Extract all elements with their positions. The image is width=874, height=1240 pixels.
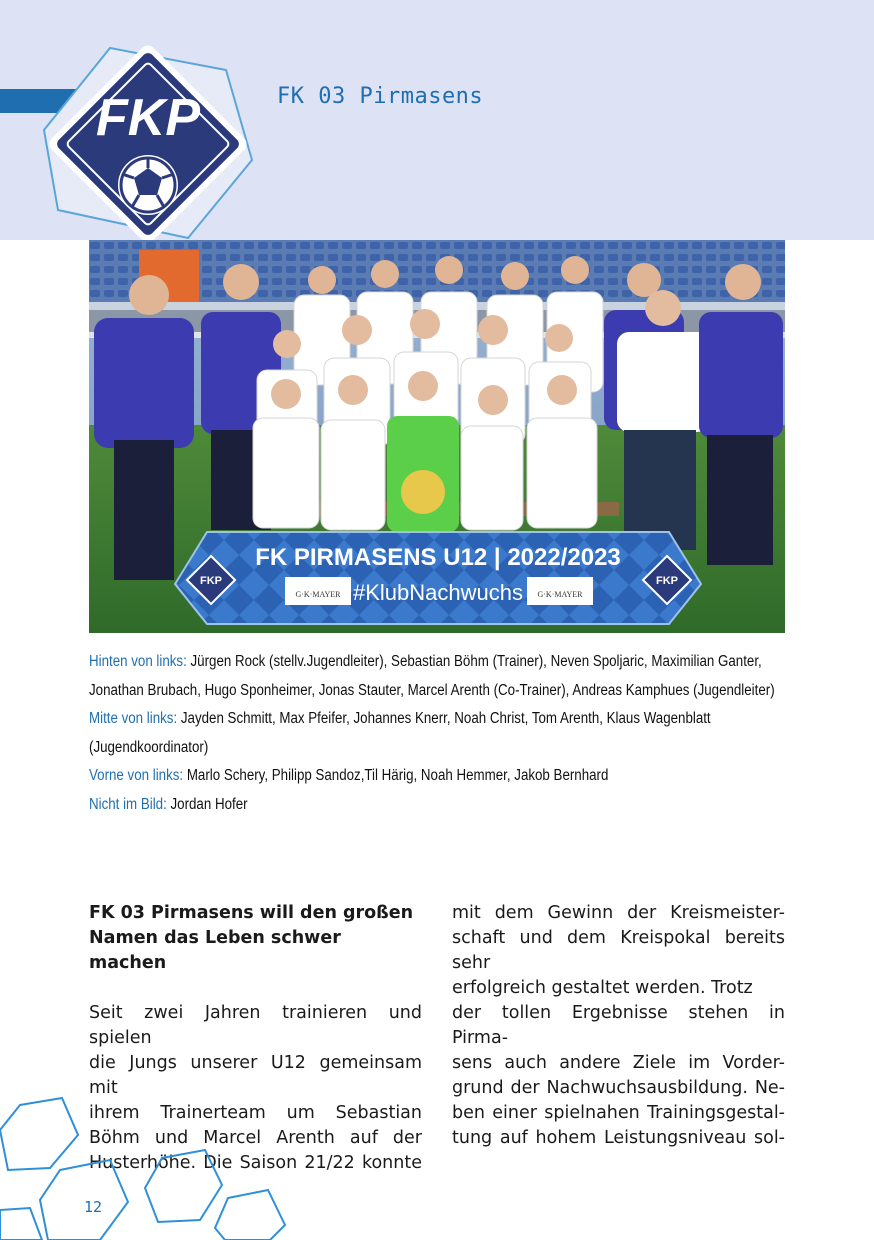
sponsor-right: G·K·MAYER bbox=[537, 590, 583, 599]
svg-text:FKP: FKP bbox=[656, 575, 678, 587]
article-line: Husterhöhe. Die Saison 21/22 konnte bbox=[89, 1153, 422, 1173]
caption-names-absent: Jordan Hofer bbox=[170, 795, 248, 813]
banner-title: FK PIRMASENS U12 | 2022/2023 bbox=[255, 544, 621, 571]
article-line: Böhm und Marcel Arenth auf der bbox=[89, 1128, 422, 1148]
article-line: sens auch andere Ziele im Vorder- bbox=[452, 1053, 785, 1073]
caption-absent bbox=[89, 791, 789, 820]
article-line: der tollen Ergebnisse stehen in Pirma- bbox=[452, 1003, 785, 1048]
article-line: ihrem Trainerteam um Sebastian bbox=[89, 1103, 422, 1123]
article-body-right bbox=[452, 901, 785, 1151]
banner-hashtag: #KlubNachwuchs bbox=[353, 580, 523, 605]
caption-back-row bbox=[89, 648, 789, 705]
article-title: FK 03 Pirmasens will den großen Namen das Leben schwer machen bbox=[89, 903, 414, 973]
article-line: tung auf hohem Leistungsniveau sol- bbox=[452, 1128, 785, 1148]
article-column-right bbox=[452, 901, 785, 1151]
photo-caption bbox=[89, 648, 789, 819]
article-line: mit dem Gewinn der Kreismeister- bbox=[452, 903, 785, 923]
caption-label-back: Hinten von links: bbox=[89, 653, 187, 670]
caption-names-front: Marlo Schery, Philipp Sandoz,Til Härig, Noah Hemmer, Jakob Bernhard bbox=[186, 767, 609, 784]
team-photo bbox=[89, 240, 785, 633]
article-line: erfolgreich gestaltet werden. Trotz bbox=[452, 978, 753, 998]
article-line: ben einer spielnahen Trainingsgestal- bbox=[452, 1103, 785, 1123]
caption-label-middle: Mitte von links: bbox=[89, 710, 178, 727]
article-line: schaft und dem Kreispokal bereits sehr bbox=[452, 928, 785, 973]
caption-names-back: Jürgen Rock (stellv.Jugendleiter), Sebastian Böhm (Trainer), Neven Spoljaric, Maximilian Ganter, Jonathan Brubach, Hugo Sponheimer, Jonas Stauter, Marcel Arenth (Co-Trainer), Andreas Kamphues (Jugendleiter) bbox=[89, 653, 775, 699]
caption-middle-row bbox=[89, 705, 789, 762]
team-banner bbox=[175, 532, 701, 624]
caption-label-absent: Nicht im Bild: bbox=[89, 795, 167, 813]
caption-label-front: Vorne von links: bbox=[89, 767, 184, 784]
svg-text:FKP: FKP bbox=[200, 575, 222, 587]
article-line: Seit zwei Jahren trainieren und spielen bbox=[89, 1003, 422, 1048]
club-logo bbox=[38, 40, 258, 250]
sponsor-left: G·K·MAYER bbox=[295, 590, 341, 599]
page-number: 12 bbox=[84, 1198, 103, 1216]
club-title: FK 03 Pirmasens bbox=[277, 84, 484, 109]
caption-names-middle: Jayden Schmitt, Max Pfeifer, Johannes Knerr, Noah Christ, Tom Arenth, Klaus Wagenblatt (Jugendkoordinator) bbox=[89, 710, 711, 756]
caption-front-row bbox=[89, 762, 789, 791]
logo-text: FKP bbox=[96, 89, 200, 147]
hexagon-decoration bbox=[0, 1090, 300, 1240]
article-line: grund der Nachwuchsausbildung. Ne- bbox=[452, 1078, 785, 1098]
soccer-ball-icon bbox=[118, 155, 178, 215]
article-line: die Jungs unserer U12 gemeinsam mit bbox=[89, 1053, 422, 1098]
